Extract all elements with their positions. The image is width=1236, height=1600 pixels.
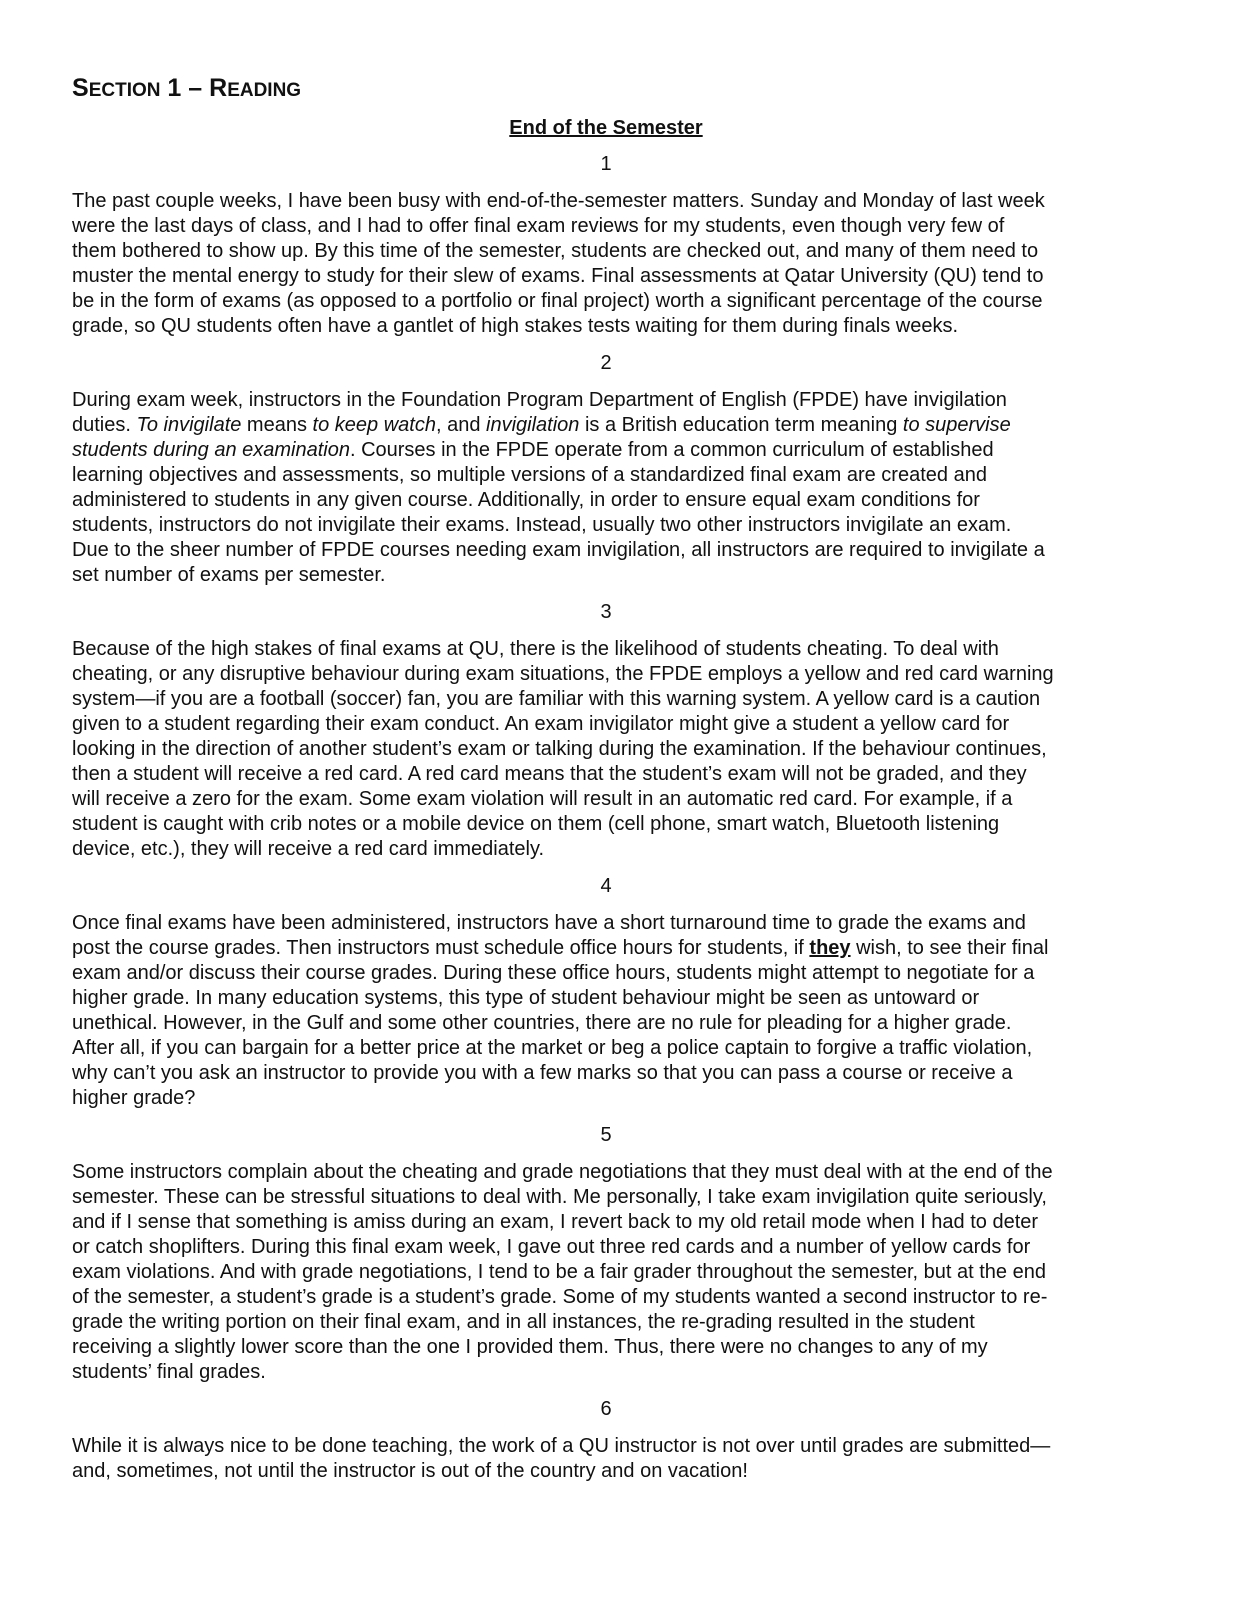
text-segment: Due to the sheer number of FPDE courses needing exam invigilation, all instructors are required to invigilate a [72, 539, 1045, 561]
text-segment: set number of exams per semester. [72, 564, 386, 586]
section-heading [72, 74, 301, 103]
paragraph-number: 2 [600, 352, 612, 374]
text-segment: During exam week, instructors in the Foundation Program Department of English (FPDE) have invigilation [72, 389, 1007, 411]
text-line [72, 1310, 1182, 1335]
text-line [72, 513, 1182, 538]
text-segment: The past couple weeks, I have been busy with end-of-the-semester matters. Sunday and Monday of last week [72, 190, 1045, 212]
text-segment: semester. These can be stressful situations to deal with. Me personally, I take exam invigilation quite seriously, [72, 1186, 1047, 1208]
paragraph-number: 4 [600, 875, 612, 897]
text-line [72, 1011, 1182, 1036]
text-segment: will receive a zero for the exam. Some exam violation will result in an automatic red card. For example, if a [72, 788, 1013, 810]
text-segment: Once final exams have been administered, instructors have a short turnaround time to grade the exams and [72, 912, 1026, 934]
paragraph-number: 3 [600, 601, 612, 623]
paragraph-1 [72, 189, 1182, 339]
text-line [72, 1260, 1182, 1285]
text-segment: muster the mental energy to study for their slew of exams. Final assessments at Qatar University (QU) tend to [72, 265, 1044, 287]
text-segment: administered to students in any given course. Additionally, in order to ensure equal exam conditions for [72, 489, 980, 511]
text-line [72, 837, 1182, 862]
text-segment: students’ final grades. [72, 1361, 266, 1383]
text-segment: then a student will receive a red card. A red card means that the student’s exam will not be graded, and they [72, 763, 1027, 785]
emphasized-word: they [809, 937, 851, 959]
text-line [72, 488, 1182, 513]
text-line [72, 1360, 1182, 1385]
text-line [72, 1160, 1182, 1185]
text-segment: unethical. However, in the Gulf and some other countries, there are no rule for pleading for a higher grade. [72, 1012, 1012, 1034]
text-segment: means [241, 414, 313, 436]
text-segment: be in the form of exams (as opposed to a portfolio or final project) worth a significant percentage of the course [72, 290, 1043, 312]
text-line [72, 812, 1182, 837]
text-line [72, 762, 1182, 787]
section-heading-small-caps-2: EADING [227, 80, 302, 101]
text-segment: . Courses in the FPDE operate from a common curriculum of established [349, 439, 994, 461]
text-line [72, 239, 1182, 264]
paragraph-number: 1 [600, 153, 612, 175]
italic-text: invigilation [486, 414, 580, 436]
text-segment: were the last days of class, and I had to offer final exam reviews for my students, even though very few of [72, 215, 1005, 237]
text-line [72, 712, 1182, 737]
paragraph-number: 5 [600, 1124, 612, 1146]
section-heading-cap-s: S [72, 74, 89, 102]
text-segment: post the course grades. Then instructors must schedule office hours for students, if [72, 937, 810, 959]
text-line [72, 936, 1182, 961]
section-heading-small-caps: ECTION [88, 80, 161, 101]
text-line [72, 189, 1182, 214]
text-line [72, 737, 1182, 762]
italic-text: students during an examination [72, 439, 350, 461]
text-line [72, 1086, 1182, 1111]
text-segment: After all, if you can bargain for a better price at the market or beg a police captain to forgive a traffic violation, [72, 1037, 1033, 1059]
text-line [72, 463, 1182, 488]
text-line [72, 1185, 1182, 1210]
text-segment: learning objectives and assessments, so multiple versions of a standardized final exam are created and [72, 464, 987, 486]
text-line [72, 787, 1182, 812]
text-line [72, 961, 1182, 986]
text-segment: grade the writing portion on their final exam, and in all instances, the re-grading resulted in the student [72, 1311, 975, 1333]
text-segment: , and [435, 414, 486, 436]
text-line [72, 911, 1182, 936]
text-line [72, 637, 1182, 662]
text-line [72, 986, 1182, 1011]
text-segment: Some instructors complain about the cheating and grade negotiations that they must deal with at the end of the [72, 1161, 1053, 1183]
text-segment: students, instructors do not invigilate their exams. Instead, usually two other instructors invigilate an exam. [72, 514, 1012, 536]
section-heading-number: 1 – [160, 74, 210, 102]
text-line [72, 1061, 1182, 1086]
text-segment: them bothered to show up. By this time of the semester, students are checked out, and many of them need to [72, 240, 1039, 262]
italic-text: To invigilate [136, 414, 242, 436]
text-line [72, 1210, 1182, 1235]
text-segment: duties. [72, 414, 137, 436]
text-line [72, 289, 1182, 314]
text-segment: exam violations. And with grade negotiations, I tend to be a fair grader throughout the semester, but at the end [72, 1261, 1046, 1283]
text-segment: device, etc.), they will receive a red card immediately. [72, 838, 545, 860]
paragraph-number: 6 [600, 1398, 612, 1420]
text-line [72, 388, 1182, 413]
text-segment: cheating, or any disruptive behaviour during exam situations, the FPDE employs a yellow and red card warning [72, 663, 1054, 685]
text-line [72, 563, 1182, 588]
text-line [72, 314, 1182, 339]
section-heading-cap-r: R [209, 74, 228, 102]
text-segment: higher grade. In many education systems, this type of student behaviour might be seen as untoward or [72, 987, 980, 1009]
text-segment: While it is always nice to be done teaching, the work of a QU instructor is not over until grades are submitted— [72, 1435, 1051, 1457]
paragraph-2 [72, 388, 1182, 588]
text-line [72, 1235, 1182, 1260]
text-segment: Because of the high stakes of final exams at QU, there is the likelihood of students cheating. To deal with [72, 638, 999, 660]
paragraph-5 [72, 1160, 1182, 1385]
text-line [72, 1036, 1182, 1061]
text-segment: and, sometimes, not until the instructor is out of the country and on vacation! [72, 1460, 748, 1482]
text-segment: system—if you are a football (soccer) fan, you are familiar with this warning system. A yellow card is a caution [72, 688, 1041, 710]
text-segment: and if I sense that something is amiss during an exam, I revert back to my old retail mode when I had to deter [72, 1211, 1039, 1233]
text-line [72, 214, 1182, 239]
text-segment: higher grade? [72, 1087, 196, 1109]
text-line [72, 1335, 1182, 1360]
text-line [72, 413, 1182, 438]
text-line [72, 1459, 1182, 1484]
text-segment: receiving a slightly lower score than the one I provided them. Thus, there were no changes to any of my [72, 1336, 988, 1358]
text-segment: or catch shoplifters. During this final exam week, I gave out three red cards and a number of yellow cards for [72, 1236, 1031, 1258]
text-line [72, 538, 1182, 563]
text-segment: why can’t you ask an instructor to provide you with a few marks so that you can pass a course or receive a [72, 1062, 1013, 1084]
text-line [72, 438, 1182, 463]
text-line [72, 1285, 1182, 1310]
paragraph-6 [72, 1434, 1182, 1484]
text-line [72, 264, 1182, 289]
text-segment: looking in the direction of another student’s exam or talking during the examination. If the behaviour continues, [72, 738, 1047, 760]
italic-text: to keep watch [312, 414, 436, 436]
text-segment: of the semester, a student’s grade is a student’s grade. Some of my students wanted a second instructor to re- [72, 1286, 1048, 1308]
text-segment: is a British education term meaning [579, 414, 903, 436]
italic-text: to supervise [902, 414, 1011, 436]
text-line [72, 662, 1182, 687]
text-segment: given to a student regarding their exam conduct. An exam invigilator might give a student a yellow card for [72, 713, 1010, 735]
text-line [72, 1434, 1182, 1459]
paragraph-4 [72, 911, 1182, 1111]
text-segment: wish, to see their final [850, 937, 1049, 959]
passage-title: End of the Semester [509, 117, 703, 139]
text-segment: student is caught with crib notes or a mobile device on them (cell phone, smart watch, Bluetooth listening [72, 813, 1000, 835]
text-line [72, 687, 1182, 712]
paragraph-3 [72, 637, 1182, 862]
text-segment: exam and/or discuss their course grades. During these office hours, students might attempt to negotiate for a [72, 962, 1035, 984]
text-segment: grade, so QU students often have a gantlet of high stakes tests waiting for them during finals weeks. [72, 315, 959, 337]
